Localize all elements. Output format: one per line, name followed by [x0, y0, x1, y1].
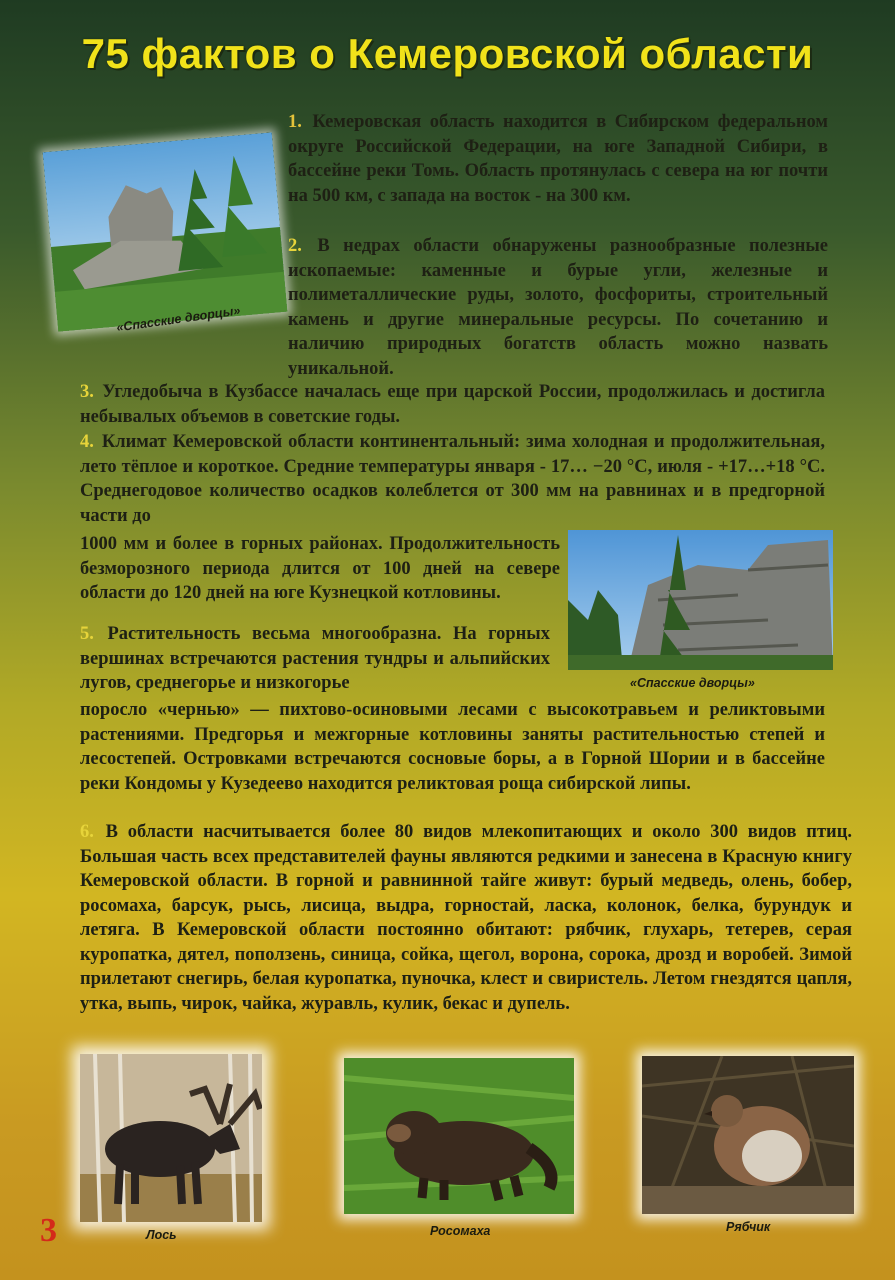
fact-text: Растительность весьма многообразна. На горных вершинах встречаются растения тундры и альпийских лугов, среднегорье и низкогорье [80, 624, 551, 693]
caption-photo-mid: «Спасские дворцы» [630, 676, 755, 690]
fact-1 [288, 110, 828, 208]
fact-5 [80, 622, 550, 696]
fact-4 [80, 430, 825, 528]
caption-photo-top: «Спасские дворцы» [115, 303, 242, 335]
page-title: 75 фактов о Кемеровской области [81, 30, 814, 77]
fact-4-continued [80, 532, 560, 606]
fact-text: В области насчитывается более 80 видов млекопитающих и около 300 видов птиц. Большая часть всех представителей фауны являются редкими и занесена в Красную книгу Кемеровской области. В горной и равнинной тайге живут: бурый медведь, олень, бобер, росомаха, барсук, рысь, лисица, выдра, горностай, ласка, колонок, белка, бурундук и летяга. В Кемеровской области постоянно обитают: рябчик, глухарь, тетерев, серая куропатка, дятел, поползень, синица, сойка, щегол, ворона, сорока, дрозд и воробей. Зимой прилетают снегирь, белая куропатка, пуночка, клест и свиристель. Летом гнездятся цапля, утка, выпь, чирок, чайка, журавль, кулик, бекас и дупель. [80, 822, 852, 1014]
photo-moose [80, 1054, 262, 1222]
fact-text: Климат Кемеровской области континентальный: зима холодная и продолжительная, лето тёплое и короткое. Средние температуры января - 17… −20 °С, июля - +17…+18 °С. Среднегодовое количество осадков колеблется от 300 мм на равнинах и в предгорной части до [80, 432, 825, 526]
photo-spasskie-dvortsy-mid [568, 530, 833, 670]
fact-2 [288, 234, 828, 381]
caption-moose: Лось [146, 1228, 177, 1242]
fact-6 [80, 820, 852, 1016]
fact-number: 4. [80, 432, 94, 452]
caption-hazel-grouse: Рябчик [726, 1220, 771, 1234]
fact-5-continued [80, 698, 825, 796]
photo-hazel-grouse [642, 1056, 854, 1214]
fact-number: 2. [288, 236, 302, 256]
fact-number: 1. [288, 112, 302, 132]
fact-number: 6. [80, 822, 94, 842]
fact-text: Угледобыча в Кузбассе началась еще при царской России, продолжилась и достигла небывалых объемов в советские годы. [80, 382, 825, 427]
fact-number: 5. [80, 624, 94, 644]
fact-text: поросло «чернью» — пихтово-осиновыми лесами с высокотравьем и реликтовыми растениями. Предгорья и межгорные котловины заняты растительностью степей и лесостепей. Островками встречаются сосновые боры, а в Горной Шории и в бассейне реки Кондомы у Кузедеево находится реликтовая роща сибирской липы. [80, 700, 825, 794]
fact-number: 3. [80, 382, 94, 402]
fact-text: Кемеровская область находится в Сибирском федеральном округе Российской Федерации, на юге Западной Сибири, в бассейне реки Томь. Область протянулась с севера на юг почти на 500 км, с запада на восток - на 300 км. [288, 112, 828, 206]
fact-3 [80, 380, 825, 429]
fact-text: 1000 мм и более в горных районах. Продолжительность безморозного периода длится от 100 дней на севере области до 120 дней на юге Кузнецкой котловины. [80, 534, 560, 603]
caption-wolverine: Росомаха [430, 1224, 491, 1238]
page-number: 3 [40, 1212, 57, 1249]
photo-spasskie-dvortsy-top [43, 132, 288, 331]
fact-text: В недрах области обнаружены разнообразные полезные ископаемые: каменные и бурые угли, железные и полиметаллические руды, золото, фосфориты, строительный камень и другие минеральные ресурсы. По сочетанию и наличию природных богатств область можно назвать уникальной. [288, 236, 829, 379]
photo-wolverine [344, 1058, 574, 1214]
